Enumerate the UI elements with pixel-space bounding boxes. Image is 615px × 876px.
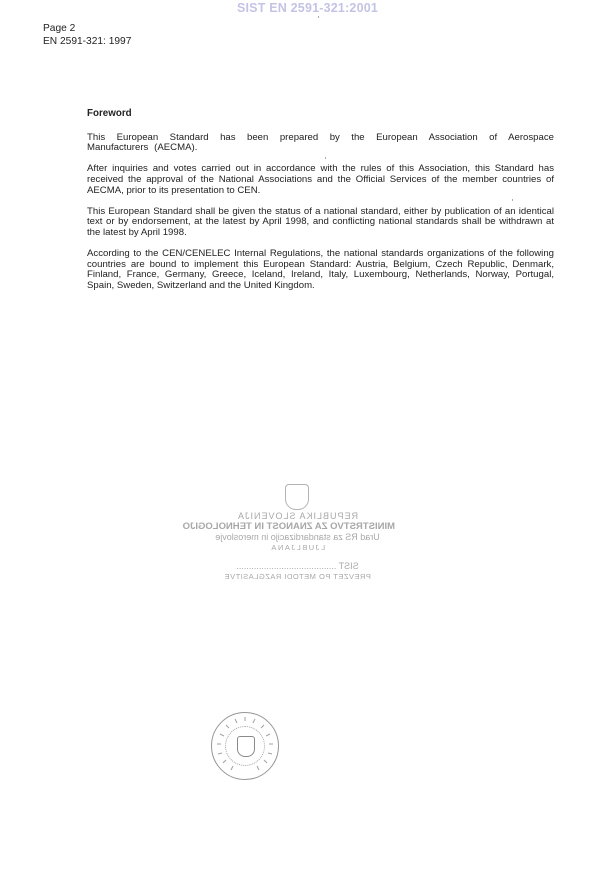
paragraph: This European Standard has been prepared by the European Association of Aerospace Manufacturers (AECMA). bbox=[87, 131, 554, 154]
scan-speck bbox=[325, 157, 326, 159]
scan-speck bbox=[318, 16, 319, 18]
page-number: Page 2 bbox=[43, 23, 76, 34]
section-title: Foreword bbox=[87, 108, 132, 119]
paragraph: This European Standard shall be given the status of a national standard, either by publication of an identical text or by endorsement, at the latest by April 1998, and conflicting national standards shall be withdrawn at the latest by April 1998. bbox=[87, 205, 554, 238]
stamp-line: SIST ........................................ bbox=[236, 561, 359, 571]
paragraph: After inquiries and votes carried out in accordance with the rules of this Association, this Standard has received the approval of the National Associations and the Official Services of the member countries of AECMA, prior to its presentation to CEN. bbox=[87, 163, 554, 196]
foreword-section bbox=[87, 109, 554, 302]
scan-speck bbox=[512, 199, 513, 201]
paragraph: According to the CEN/CENELEC Internal Regulations, the national standards organizations of the following countries are bound to implement this European Standard: Austria, Belgium, Czech Republic, Denmark, Finland, France, Germany, Greece, Iceland, Ireland, Italy, Luxembourg, Netherlands, Norway, Portugal, Spain, Sweden, Switzerland and the United Kingdom. bbox=[87, 248, 554, 291]
watermark-title: SIST EN 2591-321:2001 bbox=[236, 1, 379, 15]
coat-of-arms-icon bbox=[286, 484, 310, 510]
stamp-line: PREVZET PO METODI RAZGLASITVE bbox=[224, 571, 371, 581]
stamp-line: MINISTRSTVO ZA ZNANOST IN TEHNOLOGIJO bbox=[182, 520, 395, 532]
page-header bbox=[43, 23, 131, 48]
shield-icon bbox=[237, 736, 255, 757]
document-id: EN 2591-321: 1997 bbox=[43, 35, 132, 47]
stamp-line: Urad RS za standardizacijo in meroslovje bbox=[215, 532, 380, 542]
stamp-line: REPUBLIKA SLOVENIJA bbox=[236, 511, 359, 521]
stamp-line: LJUBLJANA bbox=[269, 542, 326, 552]
mirrored-stamp bbox=[182, 484, 395, 582]
official-seal-icon bbox=[211, 712, 279, 780]
